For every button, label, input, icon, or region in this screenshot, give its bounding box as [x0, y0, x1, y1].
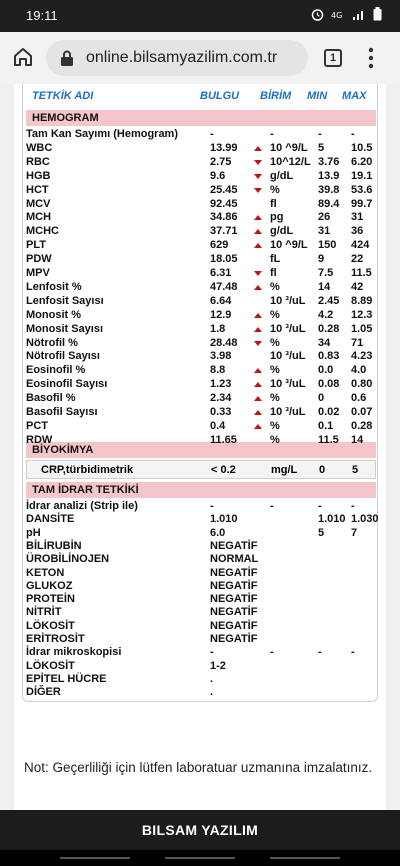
cell-value: 92.45	[210, 197, 238, 210]
table-row	[26, 392, 376, 405]
cell-name: RDW	[26, 433, 53, 446]
cell-min: 2.45	[318, 294, 340, 307]
table-row	[26, 225, 376, 238]
table-row	[26, 420, 376, 433]
arrow-up-icon	[254, 368, 262, 373]
cell-min: 0.1	[318, 419, 334, 432]
cell-unit: 10^12/L	[270, 155, 311, 168]
section-hemogram: HEMOGRAM	[26, 110, 376, 126]
cell-max: -	[351, 500, 355, 512]
status-bar	[0, 0, 400, 32]
cell-min: 0.08	[318, 378, 340, 391]
cell-min: 0.02	[318, 406, 340, 418]
arrow-up-icon	[254, 285, 262, 290]
cell-min: 7.5	[318, 267, 334, 279]
cell-max: 1.030	[351, 513, 379, 526]
cell-value: 8.8	[210, 364, 226, 377]
cell-unit: %	[270, 308, 280, 321]
cell-min: 0.28	[318, 322, 340, 335]
cell-unit: %	[270, 392, 280, 405]
cell-name: EPİTEL HÜCRE	[26, 672, 107, 685]
cell-max: 6.20	[351, 155, 373, 168]
cell-name: PCT	[26, 419, 48, 432]
cell-max: -	[351, 646, 355, 659]
table-row	[26, 337, 376, 350]
cell-value: NEGATİF	[210, 606, 258, 619]
cell-name: MPV	[26, 267, 50, 279]
cell-unit: %	[270, 433, 280, 446]
cell-value: NORMAL	[210, 553, 259, 566]
cell-value: -	[210, 646, 214, 659]
cell-value: 11.65	[210, 433, 237, 446]
status-icons	[311, 7, 382, 21]
table-row	[26, 295, 376, 308]
cell-name: BİLİRUBİN	[26, 539, 82, 552]
table-row	[26, 553, 376, 566]
table-row-crp	[26, 460, 376, 479]
cell-max: 42	[351, 280, 364, 293]
cell-name: GLUKOZ	[26, 579, 73, 592]
table-row	[26, 239, 376, 252]
cell-min: 9	[318, 253, 325, 266]
arrow-up-icon	[254, 146, 262, 151]
table-row	[26, 686, 376, 699]
report-sheet	[14, 84, 386, 810]
table-row	[26, 198, 376, 211]
cell-name: pH	[26, 526, 41, 539]
cell-unit: %	[270, 364, 280, 377]
cell-max: 19.1	[351, 169, 373, 182]
cell-max: 14	[351, 433, 364, 446]
cell-max: 4.0	[351, 364, 367, 377]
cell-unit: -	[270, 646, 274, 659]
cell-unit: mg/L	[271, 464, 298, 476]
cell-name: KETON	[26, 566, 65, 579]
arrow-up-icon	[254, 215, 262, 220]
cell-unit: 10 ³/uL	[270, 378, 306, 391]
cell-name: MCH	[26, 211, 52, 224]
cell-name: İdrar mikroskopisi	[26, 646, 122, 659]
home-icon[interactable]	[12, 46, 34, 68]
cell-unit: fl	[270, 267, 277, 279]
status-time: 19:11	[26, 8, 58, 23]
cell-max: 1.05	[351, 322, 373, 335]
cell-max: 0.80	[351, 378, 373, 391]
cell-max: 4.23	[351, 350, 373, 363]
table-row	[26, 593, 376, 606]
cell-max: 53.6	[351, 183, 373, 196]
cell-value: < 0.2	[211, 464, 236, 476]
table-row	[26, 350, 376, 363]
cell-name: DANSİTE	[26, 513, 75, 526]
cell-value: 12.9	[210, 308, 232, 321]
cell-name: NİTRİT	[26, 606, 62, 619]
cell-min: 13.9	[318, 169, 340, 182]
cell-value: 34.86	[210, 211, 238, 224]
cell-name: İdrar analizi (Strip ile)	[26, 500, 138, 512]
cell-value: 2.75	[210, 155, 232, 168]
cell-name: Tam Kan Sayımı (Hemogram)	[26, 128, 179, 140]
cell-name: Basofil Sayısı	[26, 406, 98, 418]
tab-switcher-button[interactable]: 1	[324, 49, 342, 67]
cell-name: MCHC	[26, 225, 59, 238]
column-header-unit: BİRİM	[260, 90, 292, 102]
table-row	[26, 540, 376, 553]
cell-name: RBC	[26, 155, 50, 168]
cell-max: 11.5	[351, 267, 372, 279]
table-row	[26, 323, 376, 336]
nav-recents-button[interactable]	[60, 857, 130, 859]
cell-min: 26	[318, 211, 331, 224]
cell-name: LÖKOSİT	[26, 659, 75, 672]
section-biyokimya: BİYOKİMYA	[26, 442, 376, 458]
column-header-max: MAX	[342, 90, 367, 102]
address-url: online.bilsamyazilim.com.tr	[86, 49, 278, 66]
lock-icon	[60, 50, 74, 66]
table-row	[26, 580, 376, 593]
cell-name: HCT	[26, 183, 49, 196]
cell-name: Eosinofil %	[26, 364, 86, 377]
cell-value: 6.0	[210, 526, 226, 539]
address-bar[interactable]	[46, 40, 308, 76]
cell-value: 18.05	[210, 253, 238, 266]
cell-name: PDW	[26, 253, 52, 266]
table-row	[26, 309, 376, 322]
cell-value: -	[210, 500, 214, 512]
cell-name: DİĞER	[26, 686, 61, 699]
arrow-down-icon	[254, 271, 262, 276]
alarm-icon	[311, 8, 324, 21]
cell-name: PLT	[26, 239, 46, 252]
cell-min: 1.010	[318, 513, 346, 526]
cell-value: NEGATİF	[210, 619, 258, 632]
cell-unit: %	[270, 280, 280, 293]
cell-max: 22	[351, 253, 364, 266]
cell-min: 0.0	[318, 364, 334, 377]
cell-unit: %	[270, 183, 280, 196]
cell-value: 629	[210, 239, 229, 252]
menu-dots-icon[interactable]	[368, 47, 374, 69]
table-row	[26, 606, 376, 619]
svg-text:4G: 4G	[331, 11, 343, 20]
cell-unit: fl	[270, 197, 277, 210]
cell-value: 6.31	[210, 267, 232, 279]
arrow-up-icon	[254, 410, 262, 415]
signal-icon	[352, 8, 366, 21]
cell-value: 13.99	[210, 141, 238, 154]
cell-min: 5	[318, 526, 325, 539]
table-row	[26, 142, 376, 155]
cell-unit: -	[270, 500, 274, 512]
table-row	[26, 660, 376, 673]
cell-unit: g/dL	[270, 225, 294, 238]
cell-name: Lenfosit Sayısı	[26, 294, 104, 307]
cell-min: 3.76	[318, 155, 340, 168]
cell-value: 9.6	[210, 169, 226, 182]
cell-max: 7	[351, 526, 358, 539]
cell-unit: %	[270, 419, 280, 432]
arrow-down-icon	[254, 341, 262, 346]
cell-unit: 10 ³/uL	[270, 350, 306, 363]
cell-min: 0	[318, 392, 325, 405]
cell-min: 31	[318, 225, 331, 238]
cell-name: Monosit Sayısı	[26, 322, 104, 335]
table-row	[26, 500, 376, 513]
cell-max: 12.3	[351, 308, 373, 321]
table-row	[26, 434, 376, 447]
cell-unit: 10 ^9/L	[270, 239, 308, 252]
system-nav-bar	[0, 850, 400, 866]
cell-value: NEGATİF	[210, 539, 258, 552]
cell-min: 0	[319, 464, 326, 476]
cell-max: 0.28	[351, 419, 373, 432]
cell-unit: 10 ³/uL	[270, 322, 306, 335]
cell-min: 11.5	[318, 433, 339, 446]
cell-value: 0.33	[210, 406, 232, 418]
arrow-up-icon	[254, 229, 262, 234]
table-row	[26, 633, 376, 646]
table-row	[26, 527, 376, 540]
cell-min: 89.4	[318, 197, 340, 210]
cell-name: ÜROBİLİNOJEN	[26, 553, 110, 566]
cell-value: 28.48	[210, 336, 238, 349]
battery-icon	[373, 7, 382, 21]
cell-value: 1.8	[210, 322, 226, 335]
cell-name: CRP,türbidimetrik	[41, 464, 134, 476]
cell-unit: 10 ^9/L	[270, 141, 308, 154]
table-row	[26, 406, 376, 419]
arrow-up-icon	[254, 382, 262, 387]
cell-value: 47.48	[210, 280, 238, 293]
table-row	[26, 170, 376, 183]
cell-value: 2.34	[210, 392, 232, 405]
cell-value: 0.4	[210, 419, 226, 432]
cell-unit: 10 ³/uL	[270, 406, 306, 418]
table-row	[26, 267, 376, 280]
cell-value: NEGATİF	[210, 566, 258, 579]
section-idrar: TAM İDRAR TETKİKİ	[26, 482, 376, 498]
table-row	[26, 673, 376, 686]
table-row	[26, 253, 376, 266]
table-row	[26, 128, 376, 141]
cell-name: Nötrofil %	[26, 336, 78, 349]
cell-max: 36	[351, 225, 364, 238]
cell-value: 1-2	[210, 659, 226, 672]
cell-name: Monosit %	[26, 308, 81, 321]
arrow-down-icon	[254, 174, 262, 179]
cell-max: 31	[351, 211, 364, 224]
arrow-up-icon	[254, 327, 262, 332]
table-row	[26, 378, 376, 391]
cell-name: Lenfosit %	[26, 280, 82, 293]
arrow-up-icon	[254, 243, 262, 248]
cell-min: 34	[318, 336, 331, 349]
cell-max: 71	[351, 336, 364, 349]
cell-min: -	[318, 500, 322, 512]
validation-note: Not: Geçerliliği için lütfen laboratuar uzmanına imzalatınız.	[24, 760, 373, 775]
cell-min: -	[318, 128, 322, 140]
cell-min: 150	[318, 239, 337, 252]
cell-max: 0.6	[351, 392, 367, 405]
cell-value: -	[210, 128, 214, 140]
cell-name: Eosinofil Sayısı	[26, 378, 108, 391]
nav-back-button[interactable]	[270, 857, 340, 859]
cell-unit: g/dL	[270, 169, 294, 182]
cell-value: NEGATİF	[210, 633, 258, 645]
table-row	[26, 281, 376, 294]
cell-value: .	[210, 672, 214, 685]
cell-name: HGB	[26, 169, 51, 182]
page-content[interactable]	[0, 84, 400, 810]
cell-value: 6.64	[210, 294, 232, 307]
cell-min: 4.2	[318, 308, 334, 321]
cell-value: .	[210, 686, 214, 699]
table-row	[26, 364, 376, 377]
cell-unit: 10 ³/uL	[270, 294, 306, 307]
cell-value: NEGATİF	[210, 579, 258, 592]
column-header-min: MIN	[307, 90, 328, 102]
cell-unit: pg	[270, 211, 284, 224]
cell-value: 25.45	[210, 183, 238, 196]
cell-min: 39.8	[318, 183, 340, 196]
cell-unit: %	[270, 336, 280, 349]
browser-toolbar	[0, 32, 400, 84]
cell-value: 1.23	[210, 378, 232, 391]
cell-name: Basofil %	[26, 392, 76, 405]
arrow-down-icon	[254, 188, 262, 193]
cell-min: -	[318, 646, 322, 659]
cell-value: 1.010	[210, 513, 238, 526]
volte-icon	[331, 8, 345, 20]
cell-value: 3.98	[210, 350, 232, 363]
table-row	[26, 513, 379, 526]
cell-name: ERİTROSİT	[26, 633, 85, 645]
cell-max: 10.5	[351, 141, 373, 154]
arrow-up-icon	[254, 313, 262, 318]
cell-value: NEGATİF	[210, 593, 258, 606]
cell-max: 0.07	[351, 406, 373, 418]
cell-max: 8.89	[351, 294, 373, 307]
cell-name: MCV	[26, 197, 51, 210]
cell-max: 5	[352, 464, 359, 476]
table-row	[26, 184, 376, 197]
column-header-result: BULGU	[200, 90, 240, 102]
cell-min: 5	[318, 141, 325, 154]
cell-max: -	[351, 128, 355, 140]
arrow-down-icon	[254, 160, 262, 165]
cell-unit: -	[270, 128, 274, 140]
cell-min: 0.83	[318, 350, 340, 363]
cell-unit: fL	[270, 253, 281, 266]
cell-min: 14	[318, 280, 331, 293]
cell-name: WBC	[26, 141, 53, 154]
table-row	[26, 620, 376, 633]
footer-bar: BILSAM YAZILIM	[0, 810, 400, 850]
cell-value: 37.71	[210, 225, 238, 238]
column-header-name: TETKİK ADI	[32, 90, 94, 102]
cell-name: PROTEİN	[26, 593, 75, 606]
arrow-up-icon	[254, 424, 262, 429]
cell-max: 99.7	[351, 197, 373, 210]
cell-name: LÖKOSİT	[26, 619, 75, 632]
table-row	[26, 156, 376, 169]
table-row	[26, 646, 376, 659]
table-row	[26, 211, 376, 224]
cell-max: 424	[351, 239, 370, 252]
table-row	[26, 567, 376, 580]
cell-name: Nötrofil Sayısı	[26, 350, 100, 363]
arrow-up-icon	[254, 396, 262, 401]
nav-home-button[interactable]	[165, 857, 235, 859]
